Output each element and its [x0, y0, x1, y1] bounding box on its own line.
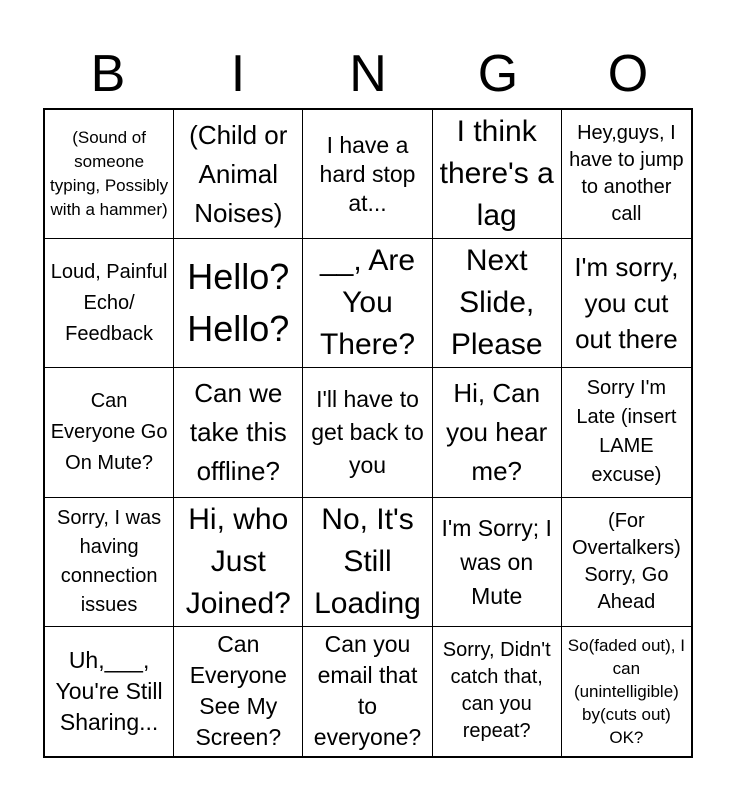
bingo-cell-r1-c5[interactable]	[562, 110, 691, 239]
header-letter-n: N	[349, 45, 387, 103]
cell-label: (Sound of someone typing, Possibly with a hammer)	[50, 128, 169, 220]
cell-label: I have a hard stop at...	[319, 131, 416, 216]
header-letter-o: O	[607, 45, 649, 103]
bingo-cell-r1-c3[interactable]	[303, 110, 432, 239]
cell-label: (For Overtalkers) Sorry, Go Ahead	[571, 509, 681, 613]
bingo-cell-r4-c2[interactable]	[174, 498, 303, 627]
bingo-cell-r4-c5[interactable]	[562, 498, 691, 627]
bingo-cell-r2-c5[interactable]	[562, 239, 691, 368]
cell-label: Loud, Painful Echo/ Feedback	[50, 260, 168, 345]
cell-label: Sorry I'm Late (insert LAME excuse)	[576, 377, 677, 487]
bingo-cell-r4-c4[interactable]	[433, 498, 562, 627]
bingo-cell-r3-c2[interactable]	[174, 368, 303, 497]
cell-label: Sorry, I was having connection issues	[57, 506, 162, 616]
bingo-cell-r1-c1[interactable]	[45, 110, 174, 239]
bingo-cell-r4-c3[interactable]	[303, 498, 432, 627]
bingo-cell-r2-c2[interactable]	[174, 239, 303, 368]
cell-label: (Child or Animal Noises)	[189, 119, 288, 228]
cell-label: __, Are You There?	[319, 244, 416, 362]
bingo-cell-r1-c4[interactable]	[433, 110, 562, 239]
cell-label: Can Everyone See My Screen?	[189, 631, 287, 751]
bingo-cell-r2-c1[interactable]	[45, 239, 174, 368]
bingo-cell-r5-c3[interactable]	[303, 627, 432, 756]
bingo-cell-r3-c3[interactable]	[303, 368, 432, 497]
bingo-cell-r5-c5[interactable]	[562, 627, 691, 756]
header-letter-b: B	[90, 45, 126, 103]
cell-label: Hi, who Just Joined?	[185, 502, 291, 620]
cell-label: Can we take this offline?	[189, 377, 287, 486]
cell-label: Hey,guys, I have to jump to another call	[569, 122, 684, 226]
cell-label: Uh,___, You're Still Sharing...	[55, 646, 163, 735]
bingo-cell-r5-c4[interactable]	[433, 627, 562, 756]
cell-label: Can you email that to everyone?	[313, 631, 422, 751]
bingo-header	[43, 40, 693, 108]
bingo-cell-r5-c1[interactable]	[45, 627, 174, 756]
cell-label: I'm sorry, you cut out there	[574, 252, 679, 355]
bingo-cell-r2-c4[interactable]	[433, 239, 562, 368]
bingo-cell-r3-c1[interactable]	[45, 368, 174, 497]
cell-label: Next Slide, Please	[450, 244, 543, 362]
cell-label: No, It's Still Loading	[314, 502, 421, 620]
bingo-cell-r1-c2[interactable]	[174, 110, 303, 239]
cell-label: I'm Sorry; I was on Mute	[441, 514, 552, 609]
cell-label: Can Everyone Go On Mute?	[50, 389, 168, 474]
cell-label: I'll have to get back to you	[311, 385, 424, 478]
bingo-cell-r3-c4[interactable]	[433, 368, 562, 497]
bingo-cell-r4-c1[interactable]	[45, 498, 174, 627]
bingo-cell-r2-c3[interactable]	[303, 239, 432, 368]
cell-label: Sorry, Didn't catch that, can you repeat?	[442, 639, 551, 743]
cell-label: Hello? Hello?	[187, 256, 290, 350]
bingo-cell-r5-c2[interactable]	[174, 627, 303, 756]
cell-label: So(faded out), I can (unintelligible) by(cuts out) OK?	[567, 635, 685, 747]
header-letter-g: G	[477, 45, 519, 103]
bingo-cell-r3-c5[interactable]	[562, 368, 691, 497]
cell-label: Hi, Can you hear me?	[446, 377, 548, 486]
header-letter-i: I	[230, 45, 246, 103]
cell-label: I think there's a lag	[439, 115, 554, 233]
bingo-board	[43, 108, 693, 758]
